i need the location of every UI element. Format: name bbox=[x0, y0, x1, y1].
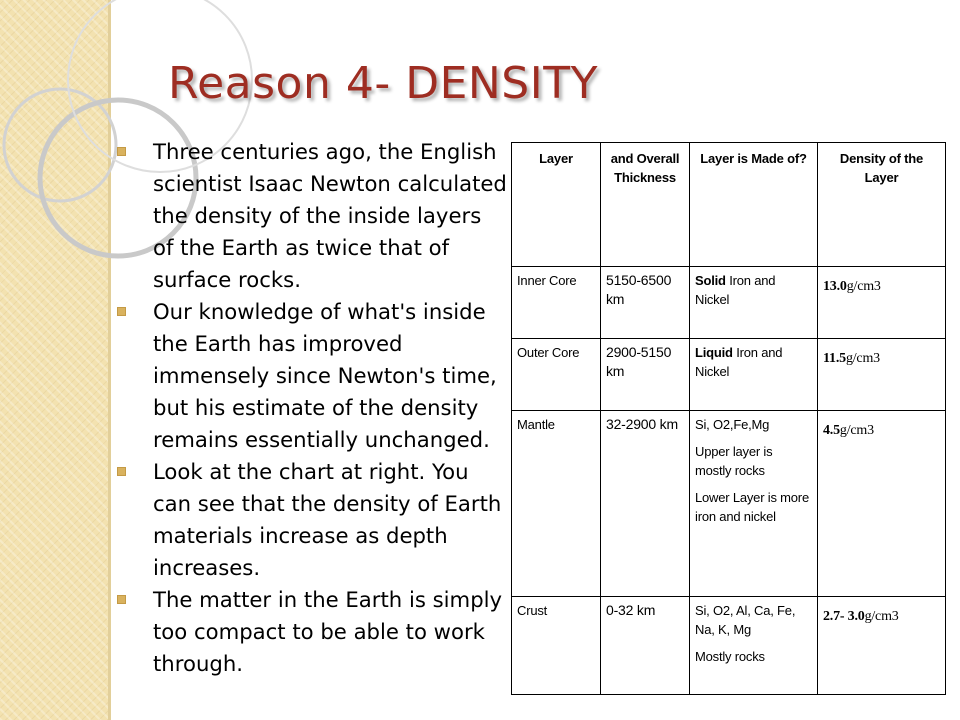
bullet-list bbox=[116, 136, 508, 680]
slide-title: Reason 4- DENSITY bbox=[168, 58, 598, 109]
layer-density bbox=[818, 411, 946, 597]
layer-name: Outer Core bbox=[512, 339, 601, 411]
density-unit: g/cm3 bbox=[845, 351, 880, 366]
composition-line: Upper layer is mostly rocks bbox=[695, 444, 773, 478]
layer-thickness: 0-32 km bbox=[601, 597, 690, 695]
composition-line: Si, O2,Fe,Mg bbox=[695, 417, 770, 432]
bullet-item bbox=[116, 456, 508, 584]
square-bullet-icon bbox=[117, 595, 126, 604]
layer-name: Crust bbox=[512, 597, 601, 695]
table-row bbox=[512, 597, 946, 695]
layer-thickness: 5150-6500 km bbox=[601, 267, 690, 339]
header-density: Density of the Layer bbox=[818, 143, 946, 267]
density-value: 2.7- 3.0 bbox=[823, 609, 865, 624]
table-header-row bbox=[512, 143, 946, 267]
layer-composition bbox=[690, 597, 818, 695]
composition-line: Mostly rocks bbox=[695, 649, 765, 664]
density-value: 13.0 bbox=[823, 279, 847, 294]
density-value: 11.5 bbox=[823, 351, 846, 366]
layer-density bbox=[818, 339, 946, 411]
composition-text: Iron and Nickel bbox=[695, 345, 783, 379]
table-row bbox=[512, 339, 946, 411]
bullet-text: The matter in the Earth is simply too compact to be able to work through. bbox=[153, 587, 503, 676]
header-layer: Layer bbox=[512, 143, 601, 267]
density-unit: g/cm3 bbox=[864, 609, 899, 624]
header-made-of: Layer is Made of? bbox=[690, 143, 818, 267]
layer-density bbox=[818, 267, 946, 339]
bullet-item bbox=[116, 296, 508, 456]
layer-composition bbox=[690, 267, 818, 339]
density-unit: g/cm3 bbox=[839, 423, 874, 438]
layer-name: Inner Core bbox=[512, 267, 601, 339]
square-bullet-icon bbox=[117, 307, 126, 316]
table-row bbox=[512, 411, 946, 597]
density-unit: g/cm3 bbox=[846, 279, 881, 294]
square-bullet-icon bbox=[117, 467, 126, 476]
state-label: Liquid bbox=[695, 345, 733, 360]
header-thickness: and Overall Thickness bbox=[601, 143, 690, 267]
bullet-text: Look at the chart at right. You can see that the density of Earth materials increase as depth increases. bbox=[153, 459, 502, 580]
layer-composition bbox=[690, 339, 818, 411]
layer-composition bbox=[690, 411, 818, 597]
composition-line: Si, O2, Al, Ca, Fe, Na, K, Mg bbox=[695, 603, 796, 637]
bullet-item bbox=[116, 136, 508, 296]
composition-text: Iron and Nickel bbox=[695, 273, 776, 307]
bullet-text: Three centuries ago, the English scientist Isaac Newton calculated the density of the inside layers of the Earth as twice that of surface rocks. bbox=[153, 139, 507, 292]
layer-thickness: 2900-5150 km bbox=[601, 339, 690, 411]
layer-thickness: 32-2900 km bbox=[601, 411, 690, 597]
layer-density bbox=[818, 597, 946, 695]
composition-line: Lower Layer is more iron and nickel bbox=[695, 490, 809, 524]
earth-layers-table bbox=[511, 142, 946, 695]
layer-name: Mantle bbox=[512, 411, 601, 597]
decorative-sidebar bbox=[0, 0, 111, 720]
density-value: 4.5 bbox=[823, 423, 840, 438]
bullet-item bbox=[116, 584, 508, 680]
square-bullet-icon bbox=[117, 147, 126, 156]
bullet-text: Our knowledge of what's inside the Earth has improved immensely since Newton's time, but his estimate of the density remains essentially unchanged. bbox=[153, 299, 497, 452]
table-row bbox=[512, 267, 946, 339]
state-label: Solid bbox=[695, 273, 726, 288]
